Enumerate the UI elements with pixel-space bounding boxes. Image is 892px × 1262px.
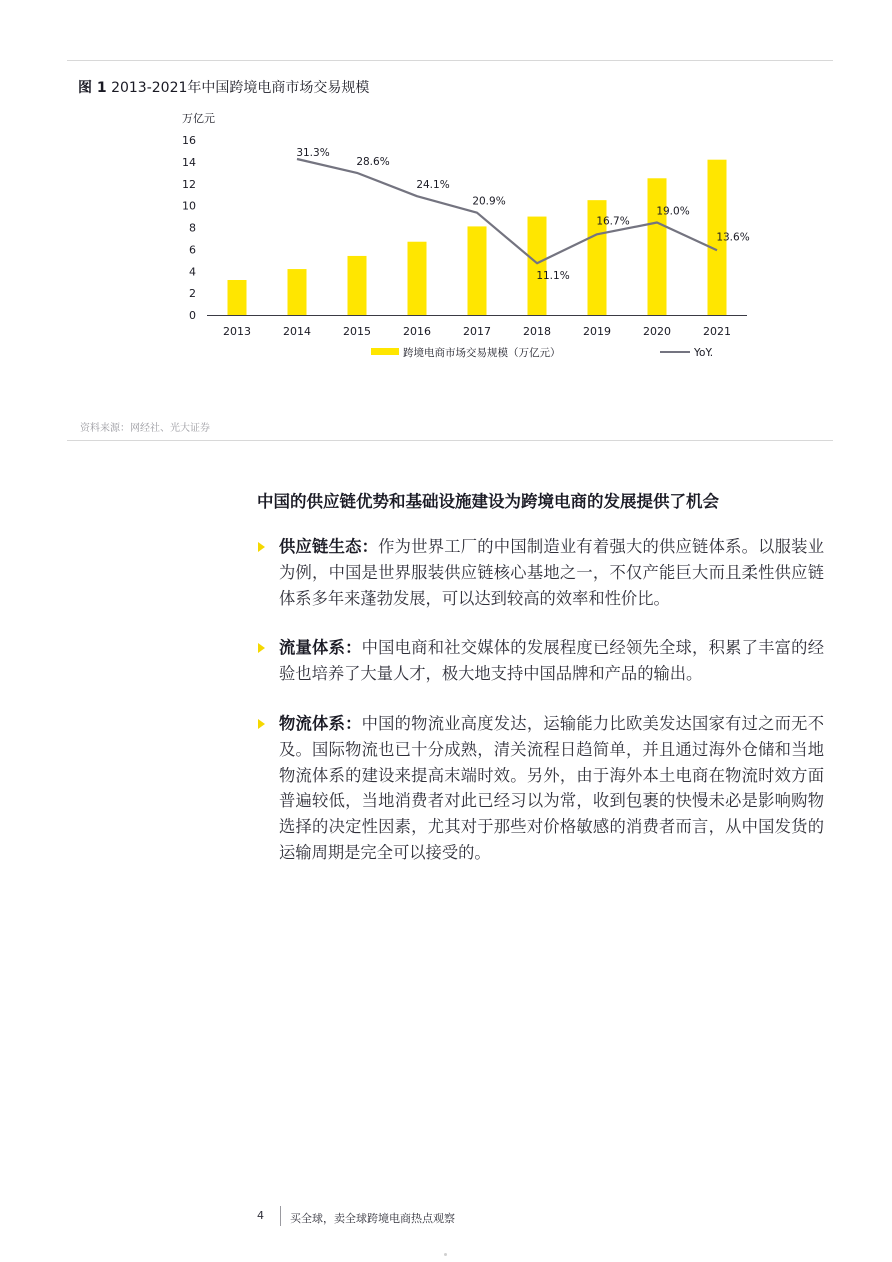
triangle-bullet-icon: [258, 643, 265, 653]
bullet-label: 物流体系：: [279, 713, 362, 733]
text-section: [257, 488, 837, 890]
market-size-chart: [160, 100, 800, 370]
figure-title: [78, 77, 369, 97]
triangle-bullet-icon: [258, 719, 265, 729]
footer-separator: [280, 1206, 281, 1226]
y-tick-label: 2: [189, 287, 196, 301]
yoy-data-label: 19.0%: [656, 205, 690, 218]
bullet-label: 流量体系：: [279, 638, 362, 658]
y-tick-label: 10: [182, 199, 196, 213]
bullet-text: 中国电商和社交媒体的发展程度已经领先全球，积累了丰富的经验也培养了大量人才，极大地支持中国品牌和产品的输出。: [279, 638, 824, 684]
x-tick-label: 2013: [223, 325, 251, 338]
x-tick-label: 2020: [643, 325, 671, 338]
y-tick-label: 8: [189, 221, 196, 235]
bar: [648, 178, 667, 315]
bar: [468, 226, 487, 315]
y-tick-label: 12: [182, 177, 196, 191]
figure-title-text: 2013-2021年中国跨境电商市场交易规模: [111, 80, 370, 96]
bullet-paragraph: [279, 711, 824, 866]
page-number: 4: [257, 1209, 264, 1222]
section-heading: 中国的供应链优势和基础设施建设为跨境电商的发展提供了机会: [257, 492, 719, 511]
bar: [228, 280, 247, 315]
yoy-data-label: 11.1%: [536, 270, 570, 283]
middle-divider: [67, 440, 833, 441]
x-tick-label: 2015: [343, 325, 371, 338]
yoy-data-label: 13.6%: [716, 231, 750, 244]
y-tick-label: 4: [189, 265, 196, 279]
yoy-data-label: 24.1%: [416, 179, 450, 192]
figure-label: 图 1: [78, 80, 107, 96]
source-note: 资料来源：网经社、光大证券: [80, 423, 210, 434]
triangle-bullet-icon: [258, 542, 265, 552]
legend-bar-label: 跨境电商市场交易规模（万亿元）: [403, 347, 561, 359]
y-tick-label: 14: [182, 155, 196, 169]
legend-line-label: YoY.: [694, 347, 714, 359]
bar: [288, 269, 307, 315]
bullet-paragraph: [279, 534, 824, 611]
legend-bar-swatch: [371, 348, 399, 355]
bar: [528, 217, 547, 315]
top-divider: [67, 60, 833, 61]
bar: [408, 242, 427, 315]
bullet-text: 中国的物流业高度发达，运输能力比欧美发达国家有过之而无不及。国际物流也已十分成熟，清关流程日趋简单，并且通过海外仓储和当地物流体系的建设来提高末端时效。另外，由于海外本土电商在物流时效方面普遍较低，当地消费者对此已经习以为常，收到包裹的快慢未必是影响购物选择的决定性因素，尤其对于那些对价格敏感的消费者而言，从中国发货的运输周期是完全可以接受的。: [279, 713, 824, 862]
bullet-text: 作为世界工厂的中国制造业有着强大的供应链体系。以服装业为例，中国是世界服装供应链核心基地之一，不仅产能巨大而且柔性供应链体系多年来蓬勃发展，可以达到较高的效率和性价比。: [279, 537, 824, 608]
page-dot: [444, 1253, 447, 1256]
x-tick-label: 2014: [283, 325, 311, 338]
y-tick-label: 6: [189, 243, 196, 257]
bullet-logistics: [257, 711, 837, 866]
x-tick-label: 2019: [583, 325, 611, 338]
x-tick-label: 2016: [403, 325, 431, 338]
bullet-traffic: [257, 635, 837, 687]
yoy-data-label: 20.9%: [472, 195, 506, 208]
yoy-data-label: 28.6%: [356, 155, 390, 168]
yoy-data-label: 31.3%: [296, 147, 330, 160]
bullet-paragraph: [279, 635, 824, 687]
footer-title: 买全球，卖全球跨境电商热点观察: [290, 1212, 455, 1225]
x-tick-label: 2018: [523, 325, 551, 338]
yoy-data-label: 16.7%: [596, 215, 630, 228]
bullet-supply-chain: [257, 534, 837, 611]
bar: [348, 256, 367, 315]
y-unit-label: 万亿元: [182, 112, 215, 125]
y-tick-label: 16: [182, 134, 196, 147]
bullet-label: 供应链生态：: [279, 537, 379, 556]
y-tick-label: 0: [189, 309, 196, 322]
x-tick-label: 2017: [463, 325, 491, 338]
x-tick-label: 2021: [703, 325, 731, 338]
